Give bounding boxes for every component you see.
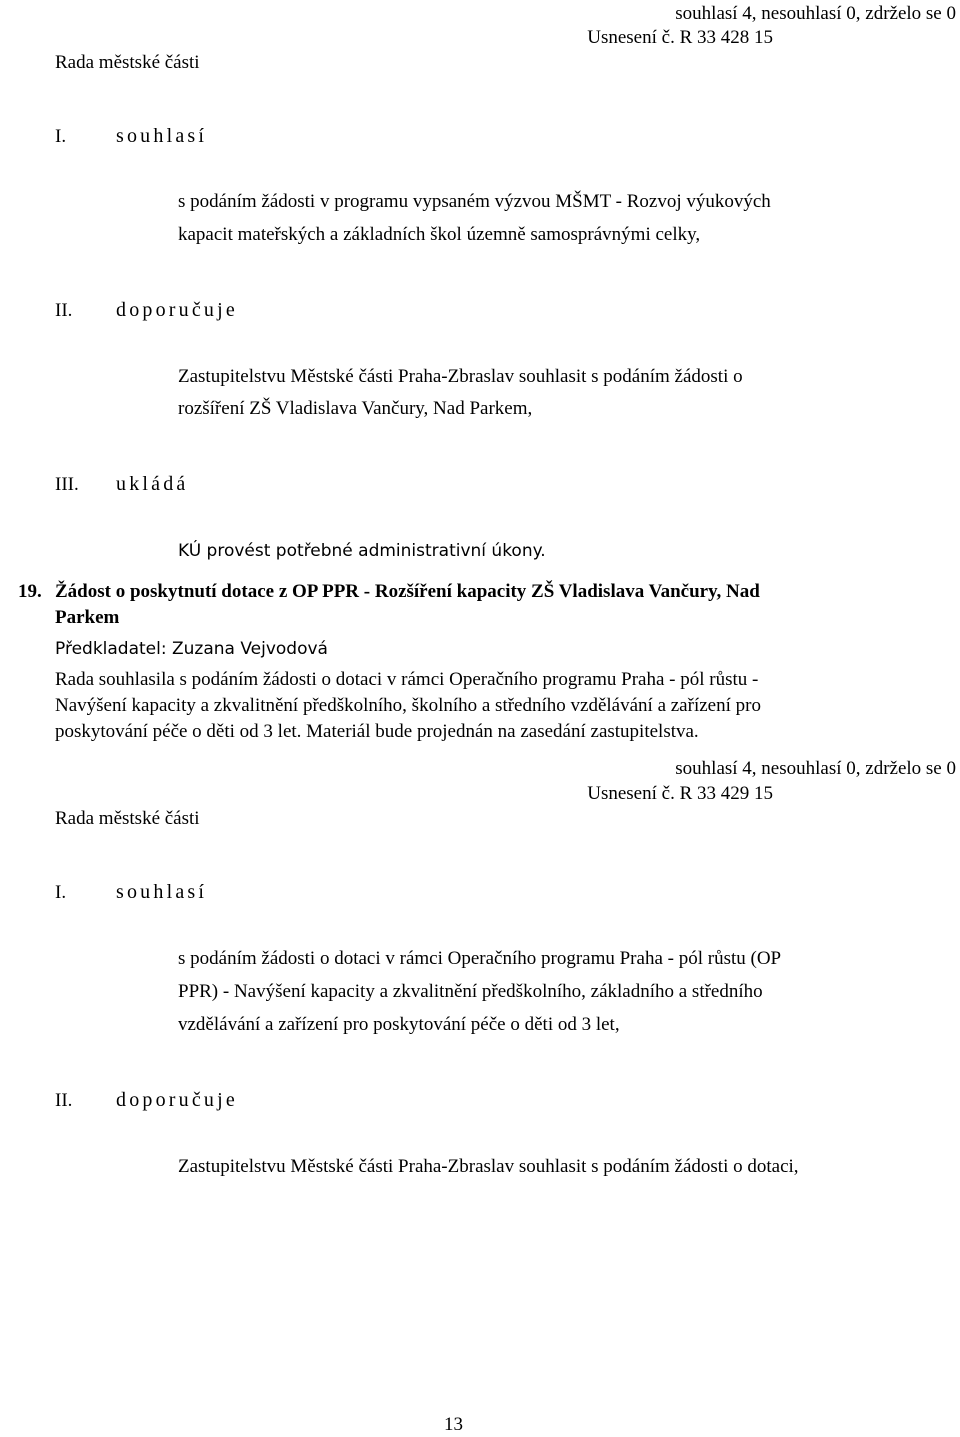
item-text: s podáním žádosti o dotaci v rámci Operačního programu Praha - pól růstu (OP: [178, 948, 782, 969]
item-text: Zastupitelstvu Městské části Praha-Zbraslav souhlasit s podáním žádosti o dotaci,: [178, 1156, 799, 1177]
section-title: Parkem: [55, 607, 120, 628]
item-text: rozšíření ZŠ Vladislava Vančury, Nad Parkem,: [178, 398, 533, 419]
resolution-number: Usnesení č. R 33 428 15: [587, 27, 773, 48]
item-text: Zastupitelstvu Městské části Praha-Zbraslav souhlasit s podáním žádosti o: [178, 366, 743, 387]
item-verb: doporučuje: [116, 299, 238, 321]
resolution-number: Usnesení č. R 33 429 15: [587, 783, 773, 804]
vote-result: souhlasí 4, nesouhlasí 0, zdrželo se 0: [675, 3, 956, 24]
item-numeral: I.: [55, 126, 67, 147]
page-number: 13: [444, 1414, 463, 1435]
summary-text: Rada souhlasila s podáním žádosti o dotaci v rámci Operačního programu Praha - pól růstu -: [55, 669, 759, 690]
item-text: kapacit mateřských a základních škol územně samosprávnými celky,: [178, 224, 701, 245]
item-numeral: I.: [55, 882, 67, 903]
summary-text: poskytování péče o děti od 3 let. Materiál bude projednán na zasedání zastupitelstva.: [55, 721, 699, 742]
item-verb: ukládá: [116, 473, 189, 495]
item-text: s podáním žádosti v programu vypsaném výzvou MŠMT - Rozvoj výukových: [178, 191, 771, 212]
item-numeral: II.: [55, 300, 73, 321]
section-title: Žádost o poskytnutí dotace z OP PPR - Rozšíření kapacity ZŠ Vladislava Vančury, Nad: [55, 581, 760, 602]
item-verb: doporučuje: [116, 1089, 238, 1111]
vote-result: souhlasí 4, nesouhlasí 0, zdrželo se 0: [675, 758, 956, 779]
item-numeral: II.: [55, 1090, 73, 1111]
section-number: 19.: [18, 581, 42, 602]
item-text: KÚ provést potřebné administrativní úkony.: [178, 541, 546, 561]
council-body: Rada městské části: [55, 808, 200, 829]
item-numeral: III.: [55, 474, 79, 495]
item-verb: souhlasí: [116, 125, 208, 147]
item-text: vzdělávání a zařízení pro poskytování péče o děti od 3 let,: [178, 1014, 620, 1035]
council-body: Rada městské části: [55, 52, 200, 73]
item-text: PPR) - Navýšení kapacity a zkvalitnění předškolního, základního a středního: [178, 981, 763, 1002]
summary-text: Navýšení kapacity a zkvalitnění předškolního, školního a středního vzdělávání a zařízení pro: [55, 695, 761, 716]
submitter: Předkladatel: Zuzana Vejvodová: [55, 639, 328, 659]
item-verb: souhlasí: [116, 881, 208, 903]
